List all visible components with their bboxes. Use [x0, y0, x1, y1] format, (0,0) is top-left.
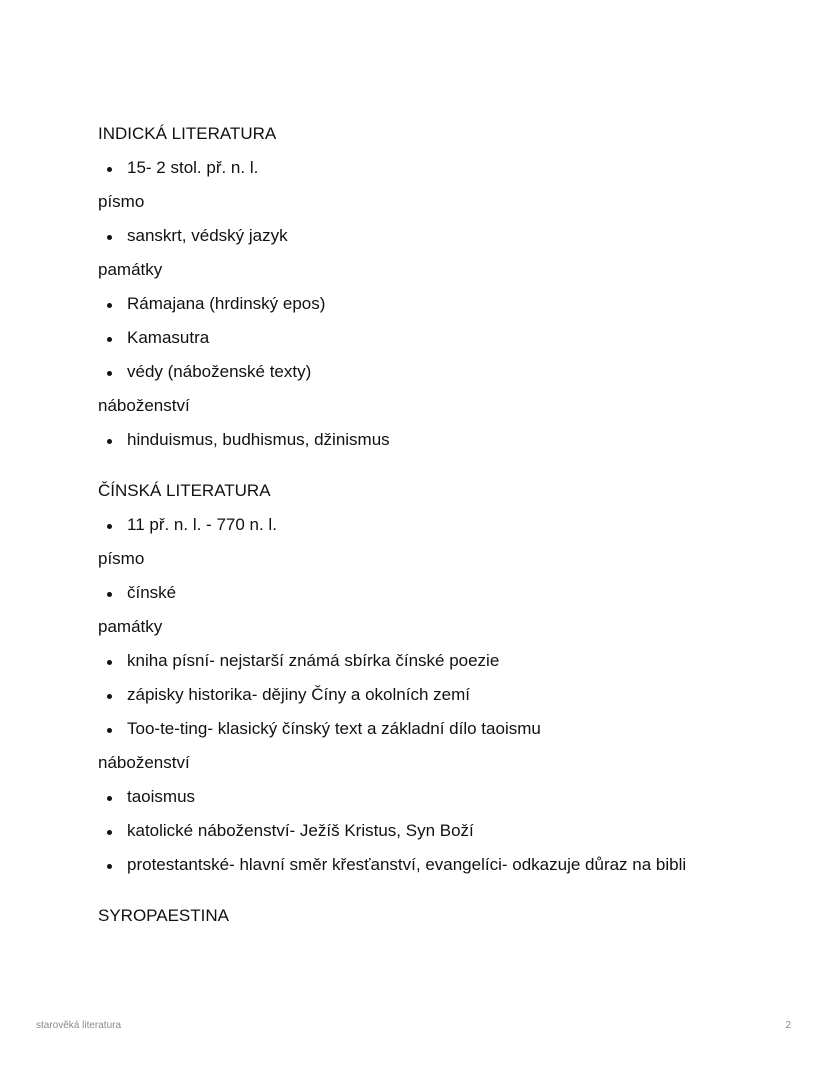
period-list: [98, 515, 798, 549]
monuments-list: [98, 294, 798, 396]
script-list: [98, 226, 798, 260]
period-list: [98, 158, 798, 192]
list-item: Too-te-ting- klasický čínský text a základní dílo taoismu: [98, 719, 798, 753]
list-item: hinduismus, budhismus, džinismus: [98, 430, 798, 464]
script-label: písmo: [98, 549, 145, 568]
section-title: ČÍNSKÁ LITERATURA: [98, 481, 271, 500]
section-indian-literature: [98, 124, 798, 464]
list-item: 15- 2 stol. př. n. l.: [98, 158, 798, 192]
list-item: čínské: [98, 583, 798, 617]
footer-page-number: 2: [785, 1020, 791, 1031]
monuments-list: [98, 651, 798, 753]
page-content: [98, 124, 798, 957]
religion-label: náboženství: [98, 396, 190, 415]
section-title: SYROPAESTINA: [98, 906, 229, 925]
list-item: kniha písní- nejstarší známá sbírka čínské poezie: [98, 651, 798, 685]
monuments-label: památky: [98, 260, 163, 279]
list-item: katolické náboženství- Ježíš Kristus, Syn Boží: [98, 821, 798, 855]
footer-document-title: starověká literatura: [36, 1020, 122, 1031]
script-list: [98, 583, 798, 617]
script-label: písmo: [98, 192, 145, 211]
list-item: védy (náboženské texty): [98, 362, 798, 396]
section-title: INDICKÁ LITERATURA: [98, 124, 277, 143]
list-item: protestantské- hlavní směr křesťanství, evangelíci- odkazuje důraz na bibli: [98, 855, 798, 889]
list-item: Kamasutra: [98, 328, 798, 362]
section-chinese-literature: [98, 481, 798, 889]
religion-list: [98, 787, 798, 889]
religion-list: [98, 430, 798, 464]
list-item: zápisky historika- dějiny Číny a okolních zemí: [98, 685, 798, 719]
list-item: Rámajana (hrdinský epos): [98, 294, 798, 328]
religion-label: náboženství: [98, 753, 190, 772]
list-item: sanskrt, védský jazyk: [98, 226, 798, 260]
monuments-label: památky: [98, 617, 163, 636]
section-syropalestine: [98, 906, 798, 940]
list-item: 11 př. n. l. - 770 n. l.: [98, 515, 798, 549]
list-item: taoismus: [98, 787, 798, 821]
